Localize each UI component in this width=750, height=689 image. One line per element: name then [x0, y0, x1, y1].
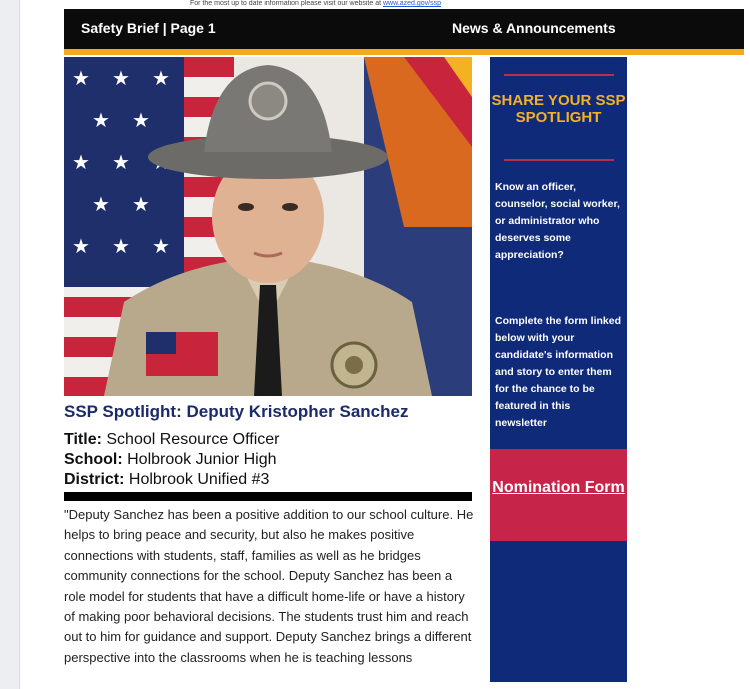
sidebar-mid-rule — [504, 159, 614, 161]
top-note — [190, 0, 520, 9]
fact-title-label: Title: — [64, 431, 102, 448]
svg-text:★: ★ — [112, 234, 130, 258]
black-divider — [64, 492, 472, 501]
nomination-form-button[interactable] — [490, 449, 627, 541]
fact-title-value: School Resource Officer — [101, 431, 280, 448]
svg-text:★: ★ — [72, 66, 90, 90]
svg-text:★: ★ — [112, 66, 130, 90]
gold-divider — [64, 49, 744, 55]
svg-text:★: ★ — [152, 66, 170, 90]
svg-text:★: ★ — [92, 108, 110, 132]
fact-district-label: District: — [64, 471, 125, 488]
newsletter-header — [64, 9, 744, 49]
fact-school-value: Holbrook Junior High — [122, 451, 277, 468]
sidebar-prompt-text: Know an officer, counselor, social worker, or administrator who deserves some appreciation? — [495, 181, 620, 261]
fact-school-label: School: — [64, 451, 123, 468]
svg-text:★: ★ — [72, 150, 90, 174]
svg-text:★: ★ — [72, 234, 90, 258]
fact-title — [64, 430, 280, 450]
share-spotlight-sidebar — [490, 57, 627, 682]
page-label: Safety Brief | Page 1 — [81, 20, 216, 36]
spotlight-title: SSP Spotlight: Deputy Kristopher Sanchez — [64, 402, 409, 421]
officer-facts — [64, 430, 280, 490]
fact-district-value: Holbrook Unified #3 — [124, 471, 270, 488]
top-note-text: For the most up to date information please visit our website at — [190, 0, 383, 7]
nomination-form-link[interactable]: Nomination Form — [492, 479, 625, 496]
nomination-quote: "Deputy Sanchez has been a positive addition to our school culture. He helps to bring peace and security, but also he makes positive connections with students, staff, families as well as he bridges community connections for the school. Deputy Sanchez has been a role model for students that have a difficult home-life or have a history of making poor behavioral decisions. The students trust him and reach out to him for guidance and support. Deputy Sanchez brings a different perspective into the classrooms when he is teaching lessons — [64, 507, 474, 665]
sidebar-heading: SHARE YOUR SSP SPOTLIGHT — [491, 92, 626, 126]
svg-text:★: ★ — [132, 192, 150, 216]
sidebar-top-rule — [504, 74, 614, 76]
fact-school — [64, 450, 280, 470]
deputy-photo — [64, 57, 472, 396]
fact-district — [64, 470, 280, 490]
svg-text:★: ★ — [92, 192, 110, 216]
svg-text:★: ★ — [112, 150, 130, 174]
svg-text:★: ★ — [132, 108, 150, 132]
sidebar-instructions-text: Complete the form linked below with your candidate's information and story to enter them for the chance to be featured in this newsletter — [495, 315, 622, 429]
svg-text:★: ★ — [152, 234, 170, 258]
left-edge-strip — [0, 0, 20, 689]
website-link[interactable]: www.azed.gov/ssp — [383, 0, 441, 7]
section-label: News & Announcements — [452, 20, 616, 36]
